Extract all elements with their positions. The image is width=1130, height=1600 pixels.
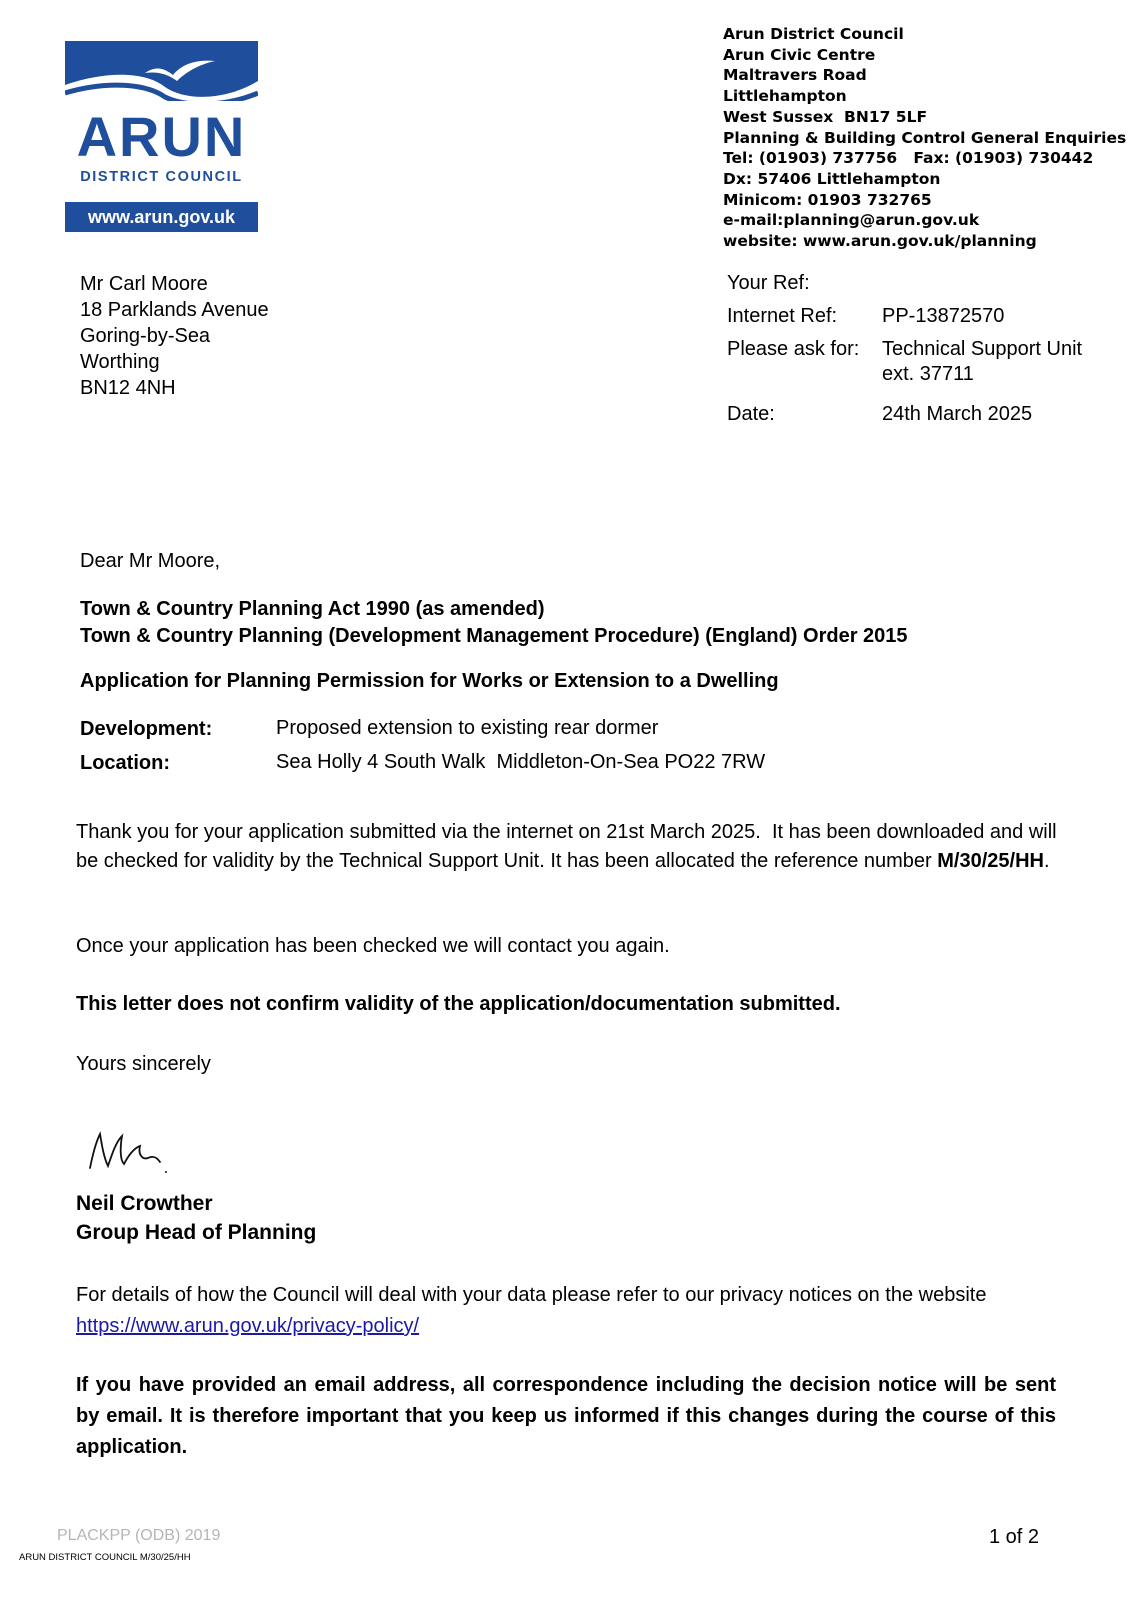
page-number: 1 of 2: [989, 1526, 1040, 1548]
ask-for-label: Please ask for:: [727, 338, 860, 360]
council-contact-minicom: Minicom: 01903 732765: [723, 190, 932, 209]
development-label: Development:: [80, 718, 213, 740]
logo-wordmark: ARUN: [76, 105, 247, 168]
council-contact-website: website: www.arun.gov.uk/planning: [723, 232, 1037, 251]
signer-name: Neil Crowther: [76, 1192, 213, 1215]
your-ref-label: Your Ref:: [727, 272, 810, 294]
council-contact-tel: Tel: (01903) 737756 Fax: (01903) 730442: [723, 149, 1094, 168]
contact-paragraph: Once your application has been checked we will contact you again.: [76, 935, 670, 957]
council-address-line: Arun District Council: [723, 25, 904, 43]
acknowledgement-text: Thank you for your application submitted via the internet on 21st March 2025. It has been downloaded and will be checked for validity by the Technical Support Unit. It has been allocated the reference number: [76, 821, 1063, 872]
recipient-line: Mr Carl Moore: [80, 273, 208, 295]
recipient-line: Goring-by-Sea: [80, 325, 211, 347]
ask-for-value: Technical Support Unit: [882, 338, 1083, 360]
council-logo: [65, 41, 258, 232]
council-contact-email: e-mail:planning@arun.gov.uk: [723, 211, 980, 230]
council-address: [723, 24, 1126, 252]
acknowledgement-paragraph: [76, 818, 1076, 875]
development-value: Proposed extension to existing rear dormer: [276, 717, 659, 739]
closing: Yours sincerely: [76, 1053, 211, 1075]
date-value: 24th March 2025: [882, 403, 1033, 425]
signatory: [76, 1190, 316, 1247]
date-label: Date:: [727, 403, 775, 425]
logo-url: www.arun.gov.uk: [65, 202, 258, 232]
internet-ref-label: Internet Ref:: [727, 305, 838, 327]
signer-title: Group Head of Planning: [76, 1220, 317, 1244]
validity-disclaimer: This letter does not confirm validity of the application/documentation submitted.: [76, 993, 841, 1015]
recipient-address: [80, 271, 269, 401]
email-notice: If you have provided an email address, all correspondence including the decision notice will be sent by email. It is therefore important that you keep us informed if this changes during the course of this application.: [76, 1374, 1056, 1458]
recipient-line: 18 Parklands Avenue: [80, 299, 269, 321]
application-reference: M/30/25/HH: [937, 849, 1044, 872]
privacy-paragraph: [76, 1280, 986, 1342]
logo-emblem: [65, 41, 258, 202]
salutation: Dear Mr Moore,: [80, 550, 221, 572]
privacy-text: For details of how the Council will deal with your data please refer to our privacy notices on the website: [76, 1284, 987, 1306]
ask-for-extension: ext. 37711: [882, 363, 974, 385]
council-address-line: Littlehampton: [723, 87, 847, 106]
privacy-policy-link[interactable]: https://www.arun.gov.uk/privacy-policy/: [76, 1315, 420, 1337]
council-address-line: Planning & Building Control General Enquiries: [723, 128, 1127, 147]
handwritten-signature: [82, 1120, 172, 1180]
logo-subtitle: DISTRICT COUNCIL: [80, 169, 243, 185]
footer-reference: ARUN DISTRICT COUNCIL M/30/25/HH: [19, 1552, 191, 1563]
recipient-line: BN12 4NH: [80, 377, 176, 399]
recipient-line: Worthing: [80, 351, 160, 373]
council-contact-dx: Dx: 57406 Littlehampton: [723, 169, 941, 188]
council-address-line: Maltravers Road: [723, 66, 867, 85]
form-code: PLACKPP (ODB) 2019: [57, 1527, 221, 1544]
act-heading: Town & Country Planning (Development Management Procedure) (England) Order 2015: [80, 625, 908, 647]
act-heading: Town & Country Planning Act 1990 (as amended): [80, 598, 545, 620]
location-value: Sea Holly 4 South Walk Middleton-On-Sea PO22 7RW: [276, 751, 766, 773]
location-label: Location:: [80, 752, 170, 774]
council-address-line: West Sussex BN17 5LF: [723, 107, 928, 126]
internet-ref-value: PP-13872570: [882, 305, 1005, 327]
act-headings: [80, 596, 908, 650]
council-address-line: Arun Civic Centre: [723, 45, 876, 64]
application-title: Application for Planning Permission for Works or Extension to a Dwelling: [80, 670, 779, 692]
acknowledgement-end: .: [1043, 849, 1050, 872]
